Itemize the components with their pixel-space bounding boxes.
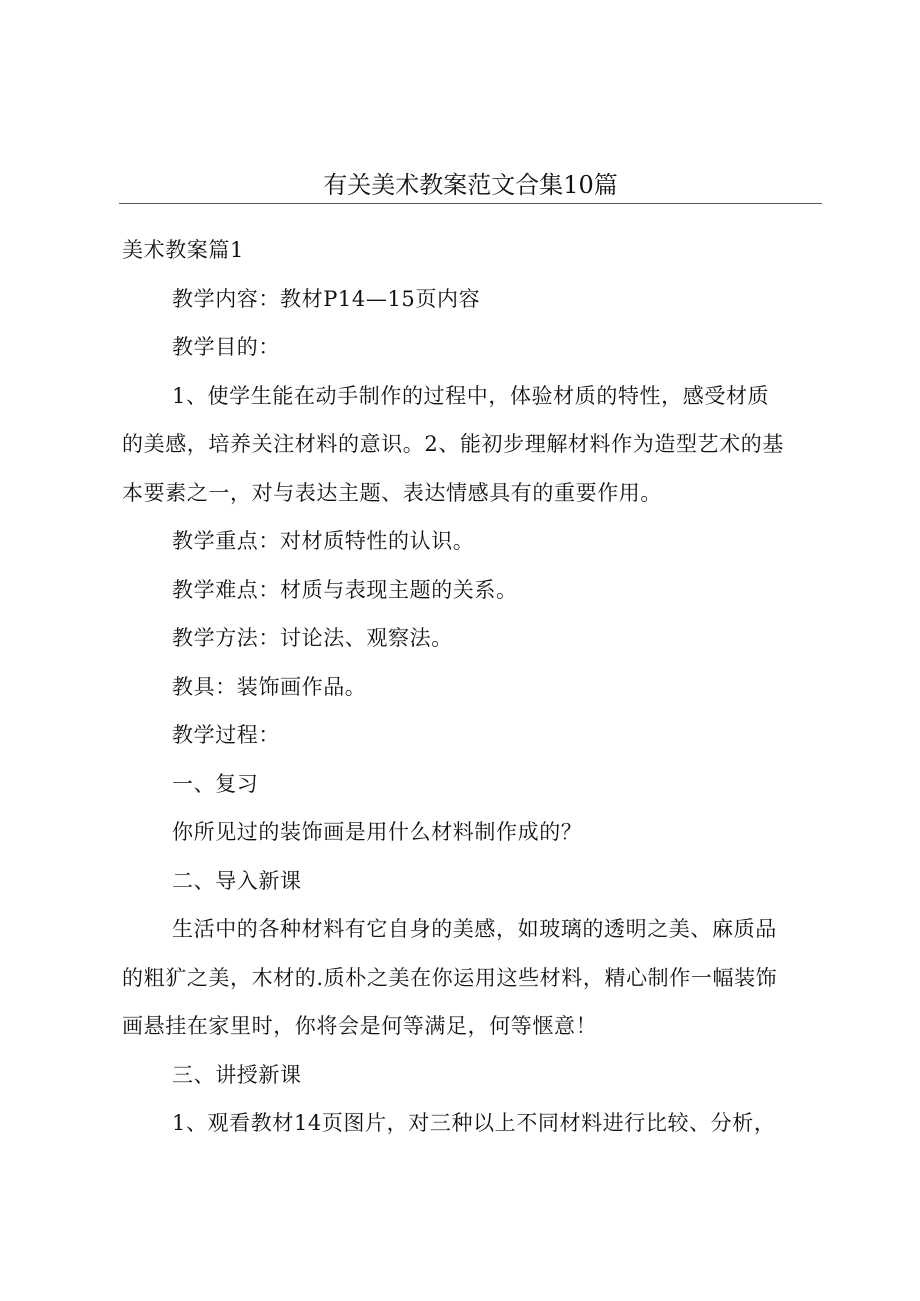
document-body xyxy=(122,226,828,1148)
paragraph-intro xyxy=(122,905,828,1051)
text-line: 生活中的各种材料有它自身的美感，如玻璃的透明之美、麻质品 xyxy=(172,917,777,941)
document-title: 有关美术教案范文合集10篇 xyxy=(323,171,618,199)
paragraph-tools: 教具：装饰画作品。 xyxy=(172,674,367,699)
heading-new-lesson: 三、讲授新课 xyxy=(172,1062,302,1087)
text-line: 的美感，培养关注材料的意识。2、能初步理解材料作为造型艺术的基 xyxy=(122,432,784,456)
heading-intro: 二、导入新课 xyxy=(172,868,302,893)
paragraph-teaching-goals xyxy=(122,372,828,518)
text-line: 画悬挂在家里时，你将会是何等满足，何等惬意！ xyxy=(122,1014,598,1038)
paragraph-review-question: 你所见过的装饰画是用什么材料制作成的？ xyxy=(172,820,583,844)
paragraph-process-label: 教学过程： xyxy=(172,723,280,747)
paragraph-teaching-content: 教学内容：教材P14—15页内容 xyxy=(172,286,481,311)
title-divider xyxy=(119,203,822,204)
section-heading: 美术教案篇1 xyxy=(122,238,244,262)
text-line: 1、使学生能在动手制作的过程中，体验材质的特性，感受材质 xyxy=(172,383,770,408)
paragraph-difficulty: 教学难点：材质与表现主题的关系。 xyxy=(172,577,518,602)
paragraph-method: 教学方法：讨论法、观察法。 xyxy=(172,626,453,650)
paragraph-key-point: 教学重点：对材质特性的认识。 xyxy=(172,529,475,553)
text-line: 本要素之一，对与表达主题、表达情感具有的重要作用。 xyxy=(122,480,662,505)
paragraph-teaching-goal-label: 教学目的： xyxy=(172,335,280,359)
paragraph-lesson-1 xyxy=(122,1099,828,1148)
text-line: 1、观看教材14页图片，对三种以上不同材料进行比较、分析， xyxy=(172,1111,776,1135)
text-line: 的粗犷之美，木材的.质朴之美在你运用这些材料，精心制作一幅装饰 xyxy=(122,965,778,990)
heading-review: 一、复习 xyxy=(172,771,259,796)
